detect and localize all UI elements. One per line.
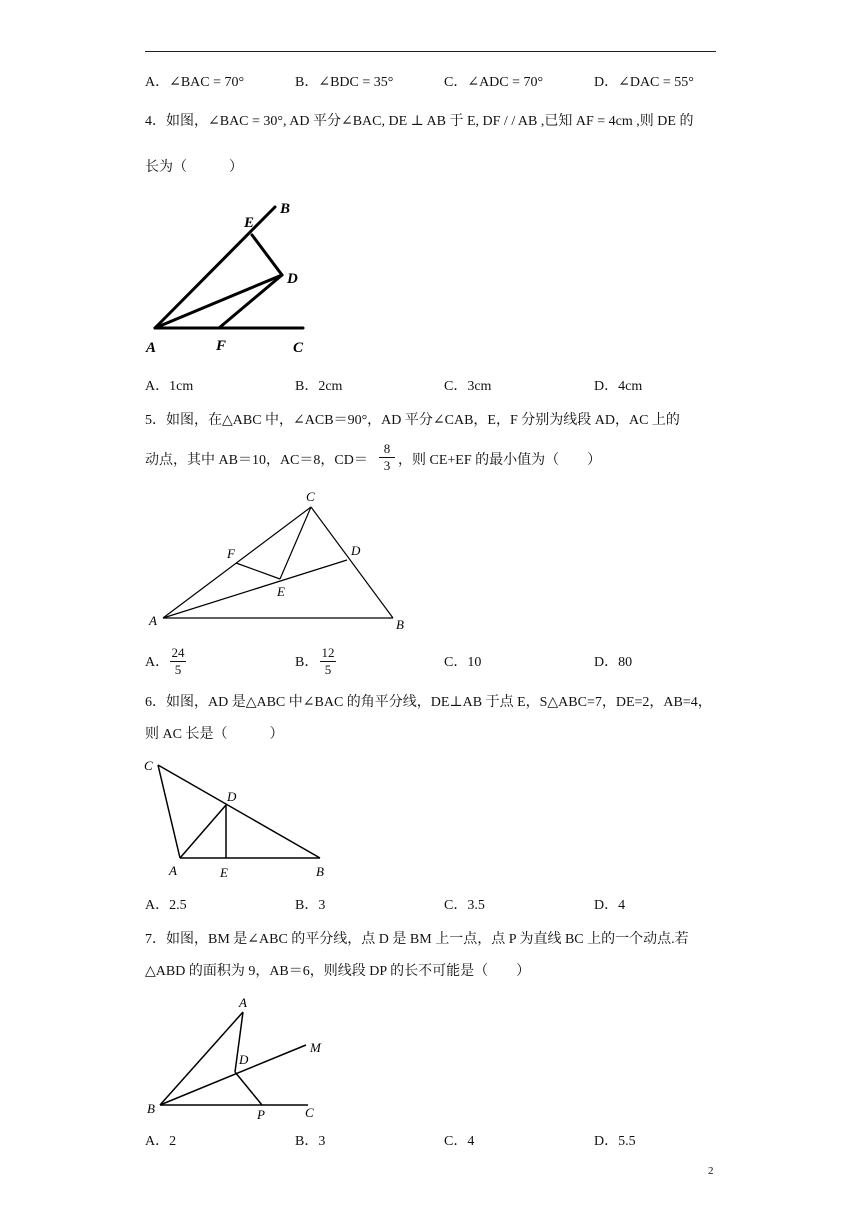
q3-option-b[interactable]: B．∠BDC = 35° [295, 75, 394, 90]
q3-option-c[interactable]: C．∠ADC = 70° [444, 75, 544, 90]
q5-option-d[interactable]: D．80 [594, 655, 633, 670]
q6-stem-line2: 则 AC 长是（ ） [145, 727, 284, 742]
q7-label-c: C [305, 1105, 314, 1120]
header-rule [145, 51, 716, 52]
q6-option-a[interactable]: A．2.5 [145, 898, 187, 913]
q6-label-d: D [227, 789, 237, 804]
q4-option-a[interactable]: A．1cm [145, 379, 194, 394]
q5-label-a: A [149, 613, 157, 628]
q5-option-b-fraction[interactable] [320, 645, 336, 678]
q4-figure [140, 195, 320, 360]
q3-option-d[interactable]: D．∠DAC = 55° [594, 75, 694, 90]
q7-stem-line2: △ABD 的面积为 9，AB＝6，则线段 DP 的长不可能是（ ） [145, 964, 531, 979]
q4-label-a: A [146, 340, 157, 356]
q7-label-a: A [239, 995, 247, 1010]
q7-label-m: M [310, 1040, 321, 1055]
q6-label-a: A [169, 863, 177, 878]
q4-stem-line1: 4．如图，∠BAC = 30°, AD 平分∠BAC, DE ⊥ AB 于 E, DF / / AB ,已知 AF = 4cm ,则 DE 的 [145, 114, 694, 129]
q6-option-d[interactable]: D．4 [594, 898, 626, 913]
q6-label-b: B [316, 864, 324, 879]
q4-label-e: E [244, 215, 255, 231]
q5-label-d: D [351, 543, 361, 558]
q4-label-f: F [216, 338, 227, 354]
q7-label-b: B [147, 1101, 155, 1116]
q5-label-b: B [396, 617, 404, 632]
q6-stem-line1: 6．如图，AD 是△ABC 中∠BAC 的角平分线，DE⊥AB 于点 E，S△ABC=7，DE=2，AB=4， [145, 695, 712, 710]
q7-figure [140, 992, 340, 1122]
q5-cd-fraction [379, 441, 395, 474]
q5-option-b-prefix[interactable]: B． [295, 655, 319, 670]
q4-label-c: C [293, 340, 304, 356]
q7-label-p: P [257, 1107, 265, 1122]
page-number: 2 [708, 1165, 714, 1177]
q5-option-a-prefix[interactable]: A． [145, 655, 170, 670]
q5-stem-line2-a: 动点，其中 AB＝10，AC＝8，CD＝ [145, 453, 368, 468]
q6-figure [140, 755, 340, 885]
q4-option-b[interactable]: B．2cm [295, 379, 343, 394]
q4-option-c[interactable]: C．3cm [444, 379, 492, 394]
q5-stem-line1: 5．如图，在△ABC 中，∠ACB＝90°，AD 平分∠CAB，E，F 分别为线段 AD，AC 上的 [145, 413, 680, 428]
q7-option-d[interactable]: D．5.5 [594, 1134, 636, 1149]
q5-cd-denominator: 3 [383, 458, 391, 473]
q5-option-b-numerator: 12 [321, 645, 335, 660]
q6-option-b[interactable]: B．3 [295, 898, 326, 913]
q7-option-b[interactable]: B．3 [295, 1134, 326, 1149]
q5-label-e: E [277, 584, 285, 599]
q4-label-d: D [287, 271, 298, 287]
q5-option-b-denominator: 5 [324, 662, 332, 677]
q5-cd-numerator: 8 [379, 441, 395, 458]
q6-label-e: E [220, 865, 228, 880]
q7-stem-line1: 7．如图，BM 是∠ABC 的平分线，点 D 是 BM 上一点，点 P 为直线 BC 上的一个动点.若 [145, 932, 689, 947]
q5-label-c: C [306, 489, 315, 504]
q7-label-d: D [239, 1052, 249, 1067]
q6-option-c[interactable]: C．3.5 [444, 898, 485, 913]
q5-stem-line2-b: ，则 CE+EF 的最小值为（ ） [398, 453, 602, 468]
q4-option-d[interactable]: D．4cm [594, 379, 643, 394]
q5-option-a-denominator: 5 [174, 662, 182, 677]
q5-option-c[interactable]: C．10 [444, 655, 482, 670]
q7-option-c[interactable]: C．4 [444, 1134, 475, 1149]
q5-option-a-fraction[interactable] [170, 645, 186, 678]
q5-label-f: F [227, 546, 235, 561]
q3-option-a[interactable]: A．∠BAC = 70° [145, 75, 245, 90]
q7-option-a[interactable]: A．2 [145, 1134, 177, 1149]
q6-label-c: C [144, 758, 153, 773]
q5-option-a-numerator: 24 [171, 645, 185, 660]
q5-figure [145, 485, 415, 635]
q4-stem-line2: 长为（ ） [145, 160, 243, 175]
q4-label-b: B [280, 201, 291, 217]
